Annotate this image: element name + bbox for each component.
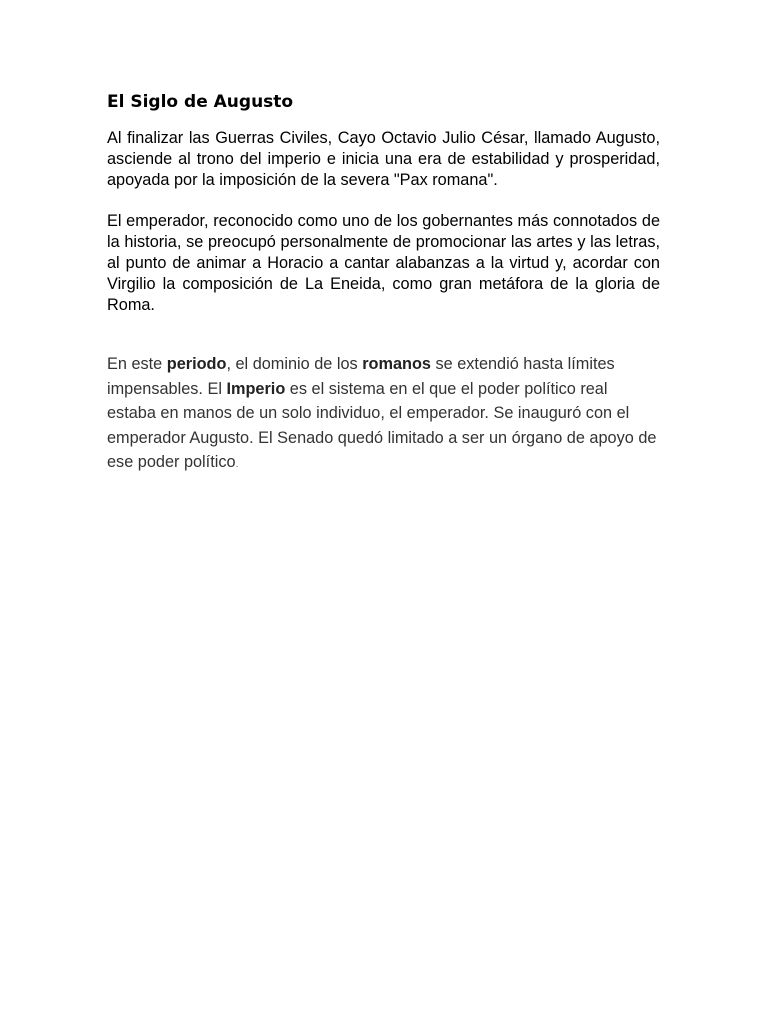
text-run: En este: [107, 355, 167, 373]
paragraph-augusto-intro: Al finalizar las Guerras Civiles, Cayo Octavio Julio César, llamado Augusto, asciende al trono del imperio e inicia una era de estabilidad y prosperidad, apoyada por la imposición de la severa "Pax romana".: [107, 129, 660, 189]
text-run: es el sistema en el que el poder político real estaba en manos de un solo individuo, el emperador. Se inauguró con el emperador Augusto. El Senado quedó limitado a ser un órgano de apoyo de ese poder político: [107, 379, 657, 471]
document-title: El Siglo de Augusto: [107, 92, 294, 112]
bold-term-periodo: periodo: [166, 355, 227, 373]
bold-term-romanos: romanos: [362, 355, 431, 373]
document-body: [107, 90, 660, 477]
paragraph-imperio-periodo: [107, 352, 660, 477]
bold-term-imperio: Imperio: [226, 379, 286, 398]
text-run: , el dominio de los: [226, 355, 363, 373]
paragraph-emperador-artes: El emperador, reconocido como uno de los gobernantes más connotados de la historia, se preocupó personalmente de promocionar las artes y las letras, al punto de animar a Horacio a cantar alabanzas a la virtud y, acordar con Virgilio la composición de La Eneida, como gran metáfora de la gloria de Roma.: [107, 212, 660, 314]
final-period: .: [235, 458, 239, 470]
text-run: se extendió hasta límites impensables. El: [107, 355, 615, 398]
